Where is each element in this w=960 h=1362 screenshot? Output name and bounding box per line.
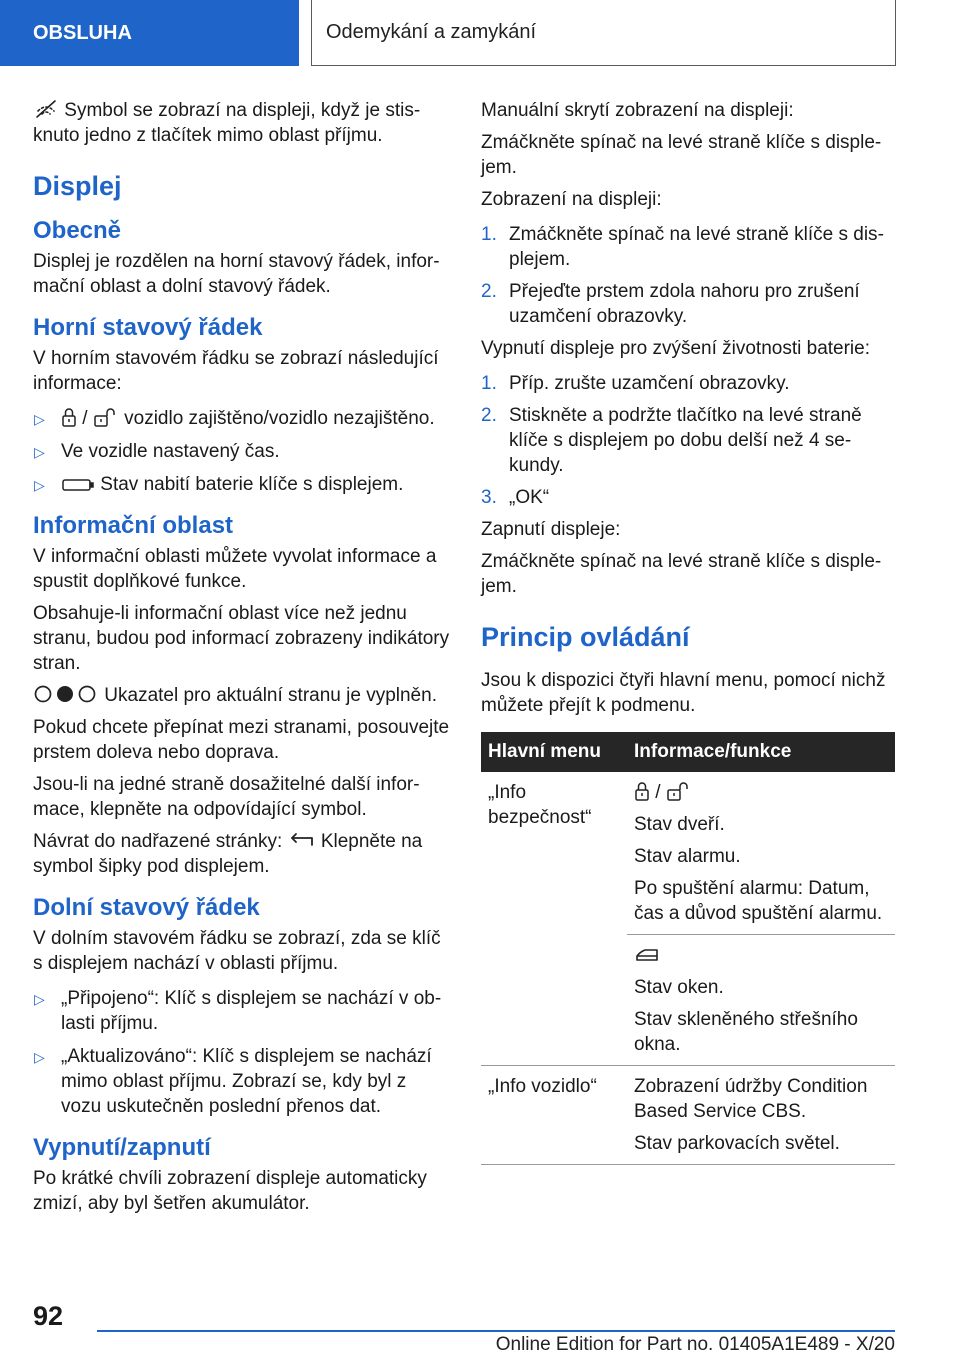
info-line: Stav oken. [634, 977, 724, 998]
info-6-text-a: Návrat do nadřazené stránky: [33, 831, 283, 852]
list-item [33, 1044, 451, 1119]
list-item [33, 986, 451, 1036]
table-cell-info [627, 1066, 895, 1165]
info-line: Stav dveří. [634, 814, 725, 835]
info-line: Stav alarmu. [634, 846, 741, 867]
info-3-text: Ukazatel pro aktuální stranu je vyplněn. [104, 685, 437, 706]
lock-closed-icon [634, 781, 650, 801]
bullet-triangle-icon: ▷ [34, 444, 45, 460]
heading-princip-ovladani: Princip ovládání [481, 622, 690, 652]
step-number: 1. [481, 373, 497, 394]
footer-divider [97, 1330, 895, 1332]
right-column [481, 98, 895, 1165]
heading-vypnuti-zapnuti: Vypnutí/zapnutí [33, 1134, 211, 1161]
paragraph-info-6 [33, 829, 451, 879]
window-icon-line [634, 943, 888, 968]
bullet-triangle-icon: ▷ [34, 411, 45, 427]
left-column [33, 98, 451, 1223]
list-item [481, 222, 895, 272]
step-text: Stiskněte a podržte tlačítko na levé straně klíče s displejem po dobu delší než 4 sekundy. [509, 405, 862, 476]
lock-open-icon [666, 781, 692, 801]
list-item [481, 279, 895, 329]
paragraph-info-5: Jsou-li na jedné straně dosažitelné další informace, klepněte na odpovídající symbol. [33, 774, 420, 820]
step-number: 1. [481, 224, 497, 245]
page-indicator-dots-icon [33, 684, 99, 704]
list-item [33, 406, 451, 431]
list-item [33, 472, 451, 497]
table-row [481, 1066, 895, 1165]
dolni-list [33, 986, 451, 1119]
paragraph-dolni: V dolním stavovém řádku se zobrazí, zda se klíč s displejem nachází v oblasti příjmu. [33, 928, 441, 974]
step-number: 2. [481, 281, 497, 302]
header-chapter-title: Odemykání a zamykání [311, 0, 896, 66]
menu-table [481, 732, 895, 1165]
paragraph-obecne: Displej je rozdělen na horní stavový řádek, informační oblast a dolní stavový řádek. [33, 251, 440, 297]
heading-displej: Displej [33, 171, 122, 201]
menu-name: „Info vozidlo“ [488, 1076, 597, 1097]
paragraph-vypnuti: Po krátké chvíli zobrazení displeje automaticky zmizí, aby byl šetřen akumulátor. [33, 1168, 427, 1214]
list-item [481, 371, 895, 396]
step-text: Zmáčkněte spínač na levé straně klíče s displejem. [509, 224, 884, 270]
paragraph-r7: Jsou k dispozici čtyři hlavní menu, pomocí nichž můžete přejít k podmenu. [481, 670, 886, 716]
info-line: Po spuštění alarmu: Datum, čas a důvod spuštění alarmu. [634, 878, 883, 924]
lock-closed-icon [61, 407, 77, 427]
horni-item-text: vozidlo zajištěno/vozidlo nezajištěno. [124, 408, 435, 429]
menu-name: „Info bezpečnost“ [488, 782, 592, 828]
paragraph-r5: Zapnutí displeje: [481, 519, 621, 540]
table-header-info: Informace/funkce [627, 732, 895, 772]
numbered-list-2 [481, 371, 895, 510]
back-arrow-icon [288, 832, 316, 850]
horni-item-text: Ve vozidle nastavený čas. [61, 441, 280, 462]
bullet-triangle-icon: ▷ [34, 991, 45, 1007]
paragraph-r2: Zmáčkněte spínač na levé straně klíče s displejem. [481, 132, 882, 178]
lock-icons-line [634, 780, 888, 805]
bullet-triangle-icon: ▷ [34, 1049, 45, 1065]
info-line: Zobrazení údržby Condition Based Service CBS. [634, 1076, 868, 1122]
list-item [481, 485, 895, 510]
dolni-item-text: „Připojeno“: Klíč s displejem se nachází v oblasti příjmu. [61, 988, 442, 1034]
bullet-triangle-icon: ▷ [34, 477, 45, 493]
heading-obecne: Obecně [33, 217, 122, 244]
table-header-row [481, 732, 895, 772]
paragraph-info-2: Obsahuje-li informační oblast více než jednu stranu, budou pod informací zobrazeny indikátory stran. [33, 603, 450, 674]
heading-horni-stavovy-radek: Horní stavový řádek [33, 314, 263, 341]
table-row [481, 772, 895, 935]
numbered-list-1 [481, 222, 895, 329]
horni-list [33, 406, 451, 497]
paragraph-r3: Zobrazení na displeji: [481, 189, 662, 210]
paragraph-r6: Zmáčkněte spínač na levé straně klíče s displejem. [481, 551, 882, 597]
dolni-item-text: „Aktualizováno“: Klíč s displejem se nachází mimo oblast příjmu. Zobrazí se, kdy byl z vozu uskutečněn poslední přenos dat. [61, 1046, 432, 1117]
list-item [481, 403, 895, 478]
paragraph-info-1: V informační oblasti můžete vyvolat informace a spustit doplňkové funkce. [33, 546, 437, 592]
info-6-text-b: Klepněte na symbol šipky pod displejem. [33, 831, 423, 877]
intro-paragraph [33, 98, 451, 148]
no-signal-icon [33, 99, 59, 119]
heading-dolni-stavovy-radek: Dolní stavový řádek [33, 894, 260, 921]
paragraph-r4: Vypnutí displeje pro zvýšení životnosti baterie: [481, 338, 870, 359]
paragraph-horni: V horním stavovém řádku se zobrazí následující informace: [33, 348, 439, 394]
horni-item-text: Stav nabití baterie klíče s displejem. [100, 474, 404, 495]
info-line: Stav skleněného střešního okna. [634, 1009, 858, 1055]
step-text: Příp. zrušte uzamčení obrazovky. [509, 373, 790, 394]
slash-separator: / [655, 782, 661, 803]
paragraph-info-3 [33, 683, 451, 708]
table-cell-info [627, 935, 895, 1066]
header-section-tab: OBSLUHA [0, 0, 299, 66]
step-number: 2. [481, 405, 497, 426]
step-number: 3. [481, 487, 497, 508]
battery-icon [61, 477, 95, 493]
info-line: Stav parkovacích světel. [634, 1133, 840, 1154]
table-cell-info [627, 772, 895, 935]
step-text: Přejeďte prstem zdola nahoru pro zrušení uzamčení obrazovky. [509, 281, 860, 327]
paragraph-r1: Manuální skrytí zobrazení na displeji: [481, 100, 794, 121]
table-cell-menu [481, 772, 627, 1066]
footer-edition: Online Edition for Part no. 01405A1E489 - X/20 [495, 1334, 895, 1355]
intro-text: Symbol se zobrazí na displeji, když je stisknuto jedno z tlačítek mimo oblast příjmu. [33, 100, 421, 146]
lock-open-icon [93, 407, 119, 427]
list-item [33, 439, 451, 464]
heading-informacni-oblast: Informační oblast [33, 512, 234, 539]
slash-separator: / [82, 408, 88, 429]
table-cell-menu [481, 1066, 627, 1165]
paragraph-info-4: Pokud chcete přepínat mezi stranami, posouvejte prstem doleva nebo doprava. [33, 717, 450, 763]
car-window-icon [634, 944, 660, 964]
step-text: „OK“ [509, 487, 550, 508]
table-header-menu: Hlavní menu [481, 732, 627, 772]
page-number: 92 [33, 1301, 64, 1331]
